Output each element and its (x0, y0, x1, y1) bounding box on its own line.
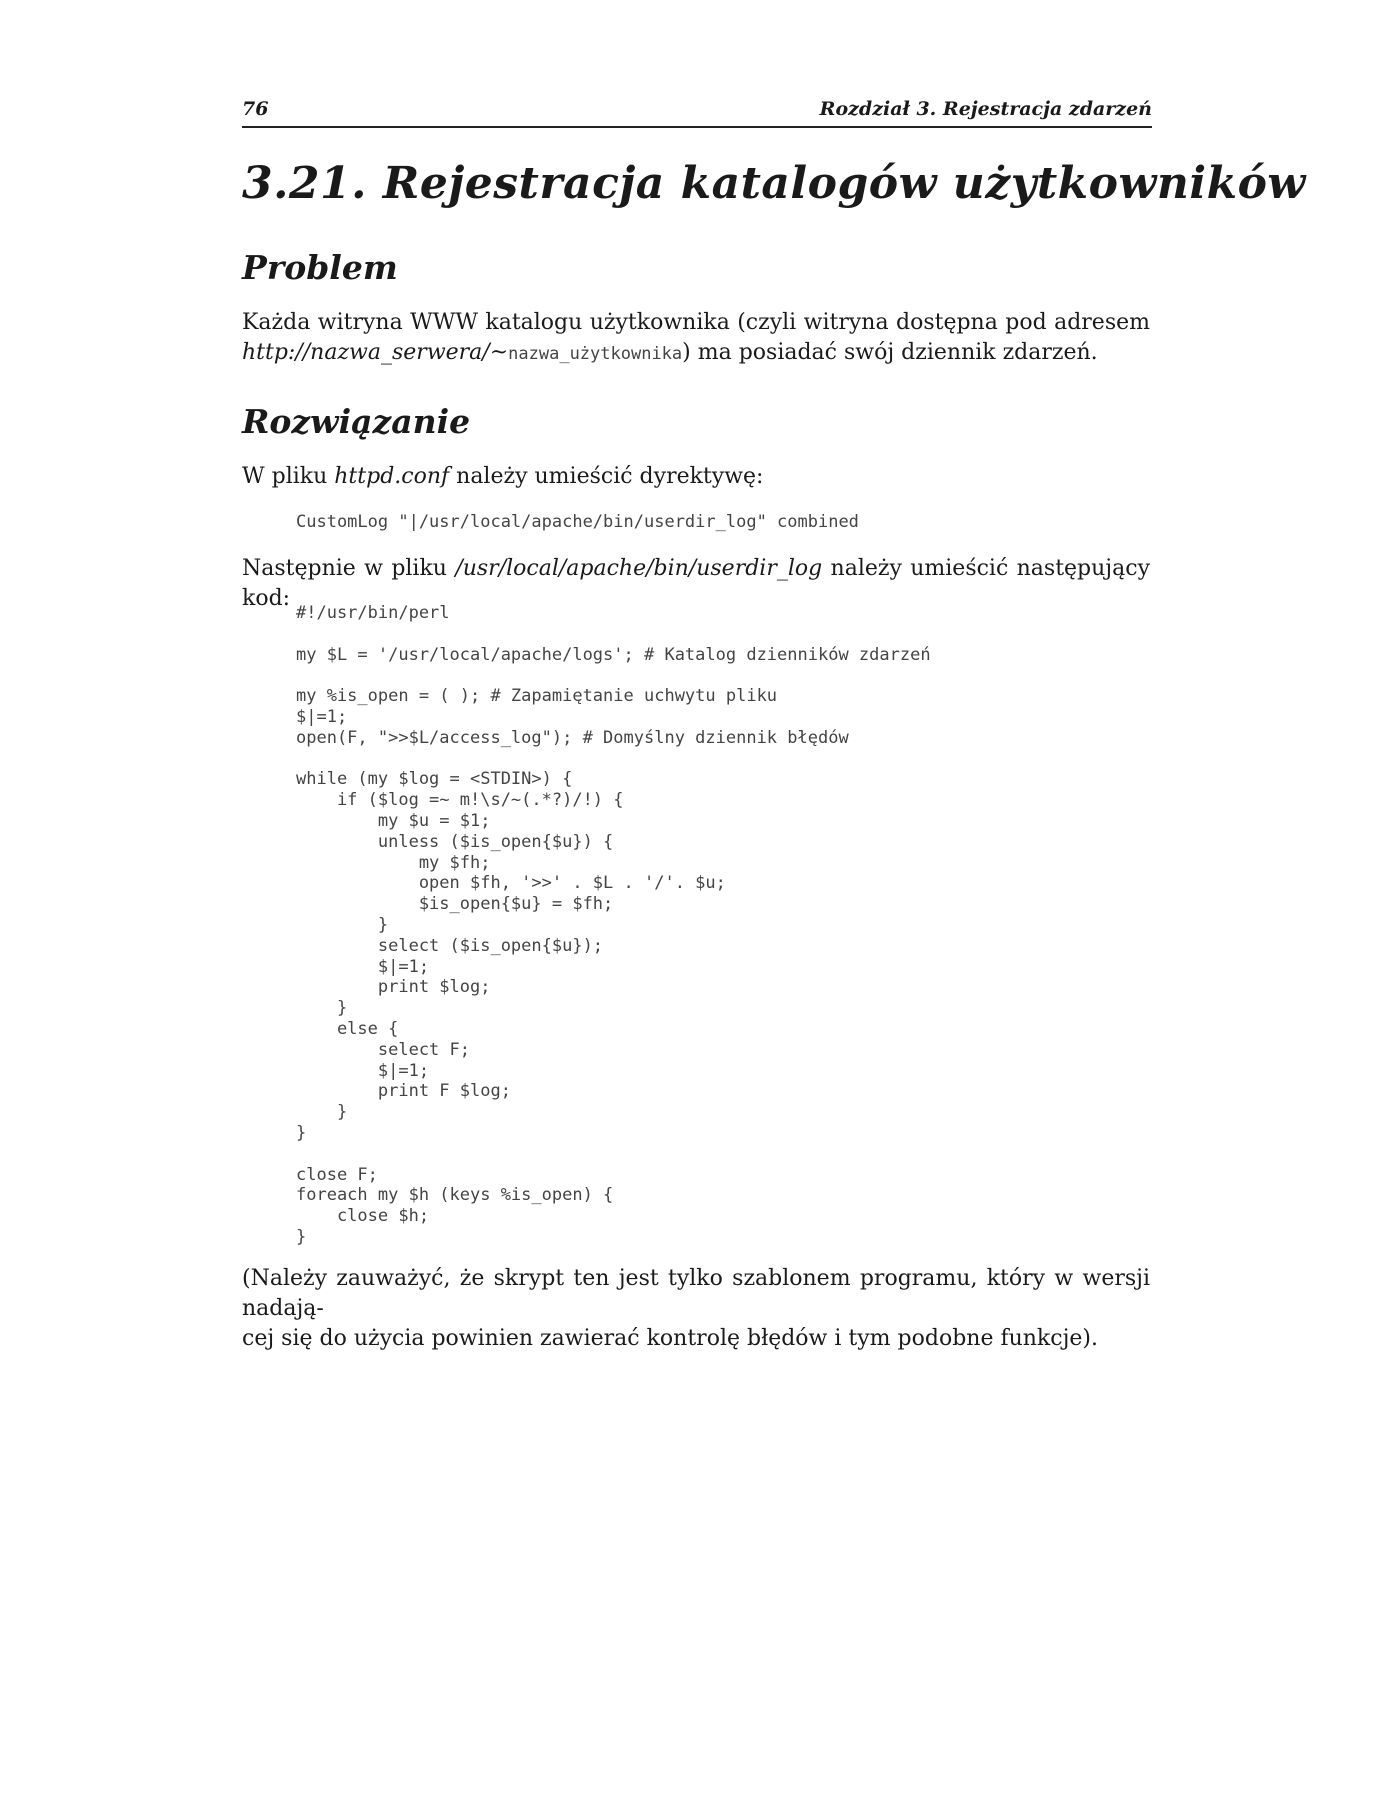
directive-code-block: CustomLog "|/usr/local/apache/bin/userdir_log" combined (296, 512, 859, 532)
perl-script-code-block: #!/usr/bin/perl my $L = '/usr/local/apache/logs'; # Katalog dzienników zdarzeń my %is_open = ( ); # Zapamiętanie uchwytu pliku $|=1; open(F, ">>$L/access_log"); # Domyślny dziennik błędów while (my $log = <STDIN>) { if ($log =~ m!\s/~(.*?)/!) { my $u = $1; unless ($is_open{$u}) { my $fh; open $fh, '>>' . $L . '/'. $u; $is_open{$u} = $fh; } select ($is_open{$u}); $|=1; print $log; } else { select F; $|=1; print F $log; } } close F; foreach my $h (keys %is_open) { close $h; } (296, 603, 931, 1247)
userdir-log-path: /usr/local/apache/bin/userdir_log (455, 556, 823, 581)
note-line-1: (Należy zauważyć, że skrypt ten jest tylko szablonem programu, który w wersji nadają- (242, 1266, 1150, 1321)
page-header (242, 96, 1152, 128)
note-paragraph (242, 1264, 1150, 1354)
solution-intro (242, 462, 1150, 492)
url-prefix: http://nazwa_serwera/~ (242, 340, 509, 365)
intro-text-end: należy umieścić dyrektywę: (449, 464, 764, 489)
next-text-end: należy umieścić następujący kod: (242, 556, 1150, 611)
httpd-conf-filename: httpd.conf (334, 464, 450, 489)
problem-heading: Problem (242, 248, 398, 287)
problem-line-1: Każda witryna WWW katalogu użytkownika (czyli witryna dostępna pod adresem (242, 310, 1150, 335)
problem-line-2-rest: ) ma posiadać swój dziennik zdarzeń. (682, 340, 1098, 365)
section-title: 3.21. Rejestracja katalogów użytkowników (242, 158, 1306, 209)
note-line-2: cej się do użycia powinien zawierać kontrolę błędów i tym podobne funkcje). (242, 1326, 1099, 1351)
intro-text: W pliku (242, 464, 335, 489)
running-title: Rozdział 3. Rejestracja zdarzeń (819, 98, 1152, 120)
page-number: 76 (242, 98, 269, 120)
url-username: nazwa_użytkownika (508, 344, 683, 364)
problem-paragraph (242, 308, 1150, 369)
next-text: Następnie w pliku (242, 556, 456, 581)
problem-line-2 (242, 338, 1150, 369)
solution-heading: Rozwiązanie (242, 402, 471, 441)
